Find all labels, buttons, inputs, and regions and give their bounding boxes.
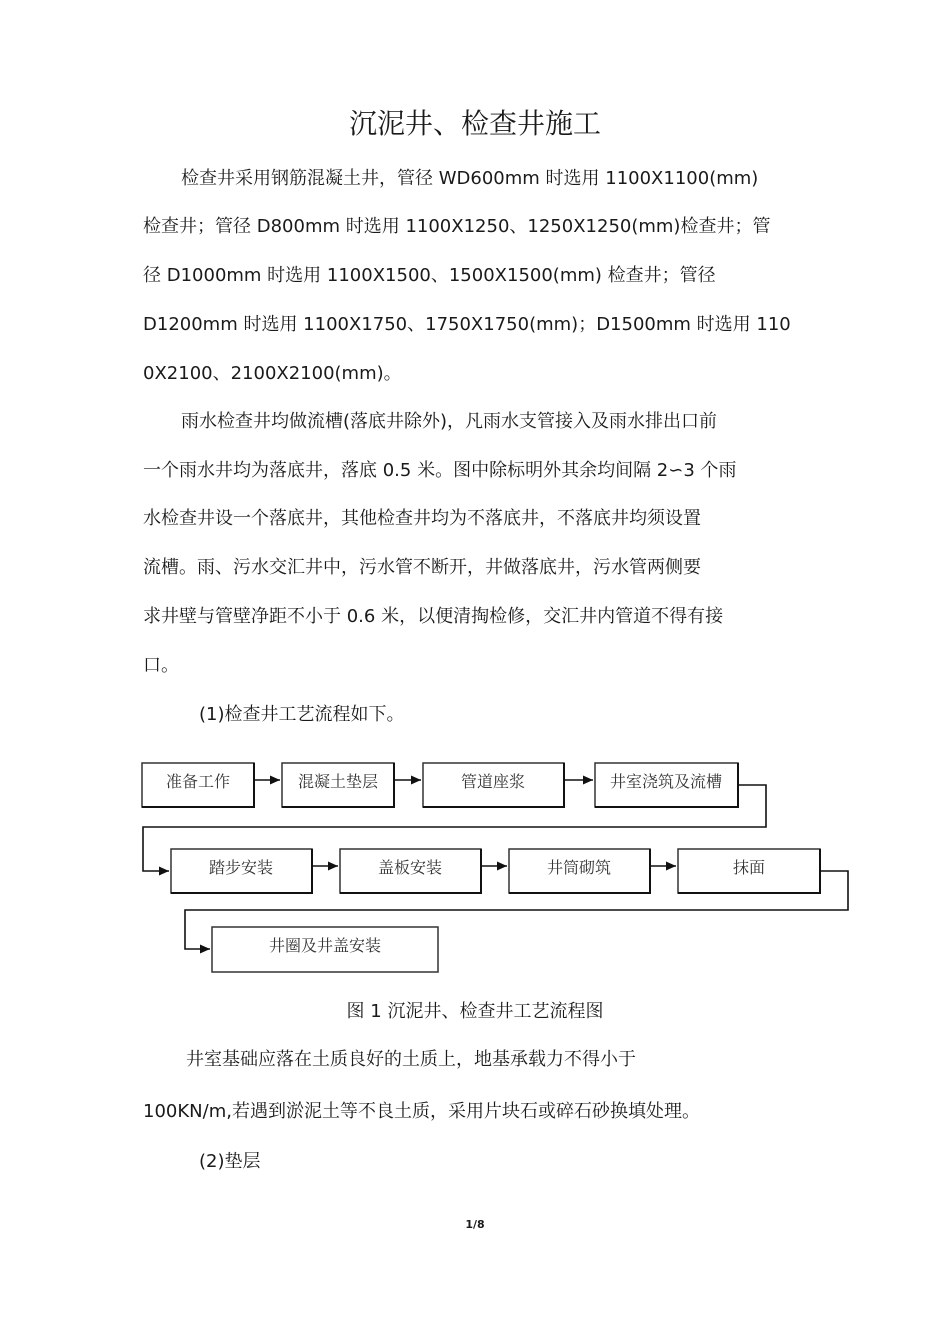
paragraph-line: 水检查井设一个落底井，其他检查井均为不落底井，不落底井均须设置 bbox=[143, 508, 701, 529]
paragraph-line: 一个雨水井均为落底井，落底 0.5 米。图中除标明外其余均间隔 2∽3 个雨 bbox=[143, 460, 737, 481]
page-number: 1/8 bbox=[465, 1218, 485, 1231]
flow-step-label: 盖板安装 bbox=[377, 858, 443, 877]
paragraph-line: 检查井；管径 D800mm 时选用 1100X1250、1250X1250(mm)检查井；管 bbox=[143, 216, 771, 237]
paragraph-line: 流槽。雨、污水交汇井中，污水管不断开，井做落底井，污水管两侧要 bbox=[143, 557, 701, 578]
paragraph-line: 0X2100、2100X2100(mm)。 bbox=[143, 363, 402, 384]
paragraph-line: 井室基础应落在土质良好的土质上，地基承载力不得小于 bbox=[186, 1049, 636, 1070]
paragraph-line: 100KN/m,若遇到淤泥土等不良土质，采用片块石或碎石砂换填处理。 bbox=[143, 1101, 700, 1122]
flow-step-label: 抹面 bbox=[732, 858, 766, 877]
figure-caption: 图 1 沉泥井、检查井工艺流程图 bbox=[346, 1001, 604, 1022]
paragraph-line: D1200mm 时选用 1100X1750、1750X1750(mm)；D1500mm 时选用 110 bbox=[143, 314, 791, 335]
paragraph-line: 求井壁与管壁净距不小于 0.6 米，以便清掏检修，交汇井内管道不得有接 bbox=[143, 606, 724, 627]
flow-step-label: 管道座浆 bbox=[460, 772, 526, 791]
paragraph-line: 雨水检查井均做流槽(落底井除外)，凡雨水支管接入及雨水排出口前 bbox=[181, 411, 718, 432]
paragraph-line: 径 D1000mm 时选用 1100X1500、1500X1500(mm) 检查井；管径 bbox=[143, 265, 716, 286]
flow-step-label: 井圈及井盖安装 bbox=[268, 936, 382, 955]
flow-step-label: 踏步安装 bbox=[208, 858, 274, 877]
flow-step-label: 井筒砌筑 bbox=[546, 858, 612, 877]
paragraph-line: 口。 bbox=[143, 655, 179, 676]
page-title: 沉泥井、检查井施工 bbox=[348, 107, 601, 140]
flow-step-label: 混凝土垫层 bbox=[297, 772, 379, 791]
flow-step-label: 井室浇筑及流槽 bbox=[609, 772, 723, 791]
flow-step-label: 准备工作 bbox=[165, 772, 231, 791]
paragraph-line: 检查井采用钢筋混凝土井，管径 WD600mm 时选用 1100X1100(mm) bbox=[181, 168, 759, 189]
section-heading: (2)垫层 bbox=[199, 1151, 261, 1172]
section-heading: (1)检查井工艺流程如下。 bbox=[199, 704, 405, 725]
